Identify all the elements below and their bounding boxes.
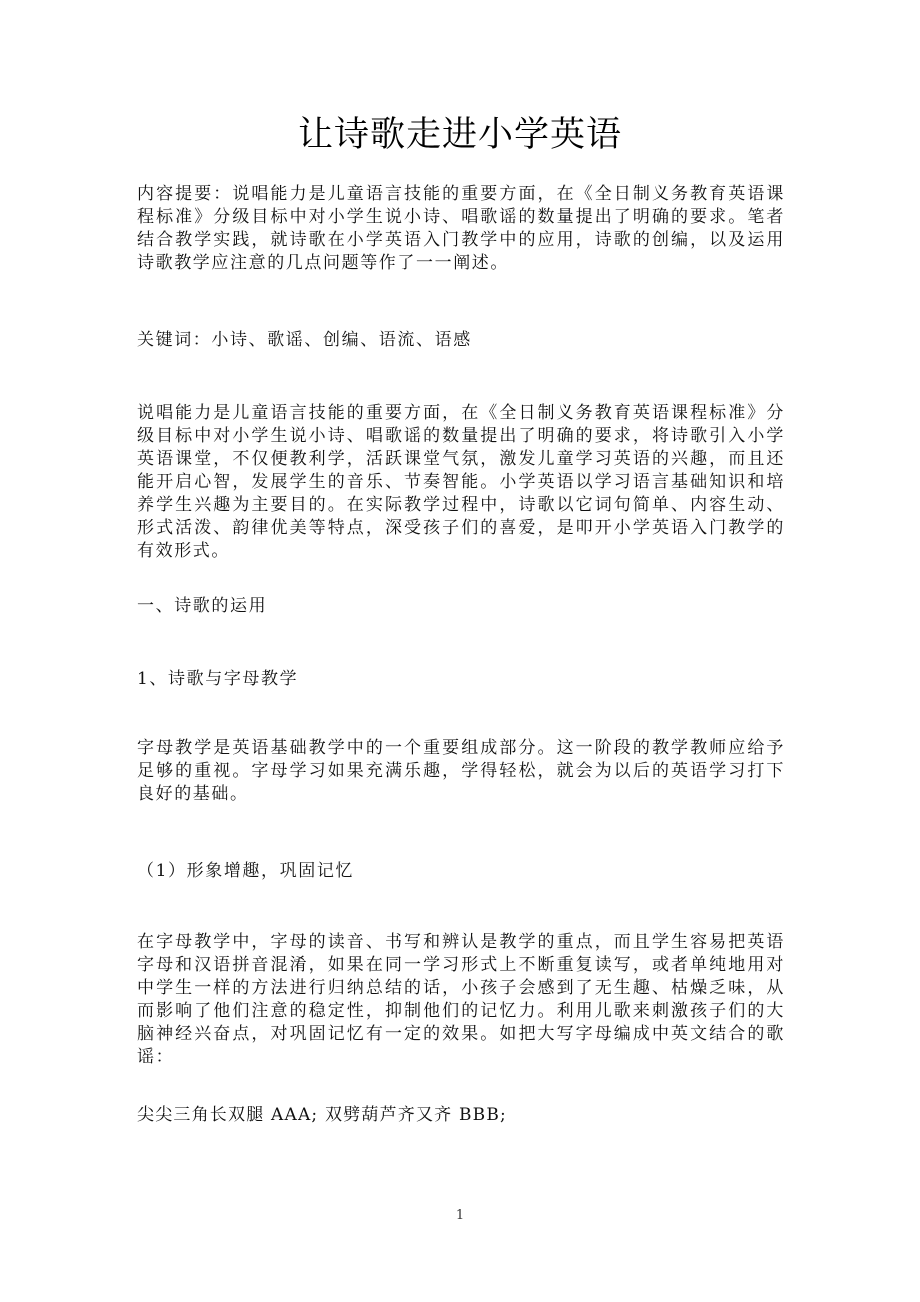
point-paragraph: 在字母教学中，字母的读音、书写和辨认是教学的重点，而且学生容易把英语字母和汉语拼音混淆，如果在同一学习形式上不断重复读写，或者单纯地用对中学生一样的方法进行归纳总结的话，小孩子会感到了无生趣、枯燥乏味，从而影响了他们注意的稳定性，抑制他们的记忆力。利用儿歌来刺激孩子们的大脑神经兴奋点，对巩固记忆有一定的效果。如把大写字母编成中英文结合的歌谣： (137, 932, 785, 1067)
point-heading: （1）形象增趣，巩固记忆 (137, 861, 355, 881)
page-number: 1 (455, 1208, 465, 1223)
abstract-paragraph: 内容提要：说唱能力是儿童语言技能的重要方面，在《全日制义务教育英语课程标准》分级目标中对小学生说小诗、唱歌谣的数量提出了明确的要求。笔者结合教学实践，就诗歌在小学英语入门教学中的应用，诗歌的创编，以及运用诗歌教学应注意的几点问题等作了一一阐述。 (137, 184, 785, 273)
document-title: 让诗歌走进小学英语 (297, 115, 622, 155)
subsection-heading: 1、诗歌与字母教学 (137, 669, 299, 689)
section-heading: 一、诗歌的运用 (137, 596, 268, 616)
rhyme-line: 尖尖三角长双腿 AAA; 双劈葫芦齐又齐 BBB; (137, 1105, 507, 1125)
keywords-line: 关键词：小诗、歌谣、创编、语流、语感 (137, 330, 472, 350)
intro-paragraph: 说唱能力是儿童语言技能的重要方面，在《全日制义务教育英语课程标准》分级目标中对小学生说小诗、唱歌谣的数量提出了明确的要求，将诗歌引入小学英语课堂，不仅便教利学，活跃课堂气氛，激发儿童学习英语的兴趣，而且还能开启心智，发展学生的音乐、节奏智能。小学英语以学习语言基础知识和培养学生兴趣为主要目的。在实际教学过程中，诗歌以它词句简单、内容生动、形式活泼、韵律优美等特点，深受孩子们的喜爱，是叩开小学英语入门教学的有效形式。 (137, 403, 785, 561)
subsection-paragraph: 字母教学是英语基础教学中的一个重要组成部分。这一阶段的教学教师应给予足够的重视。字母学习如果充满乐趣，学得轻松，就会为以后的英语学习打下良好的基础。 (137, 738, 785, 804)
